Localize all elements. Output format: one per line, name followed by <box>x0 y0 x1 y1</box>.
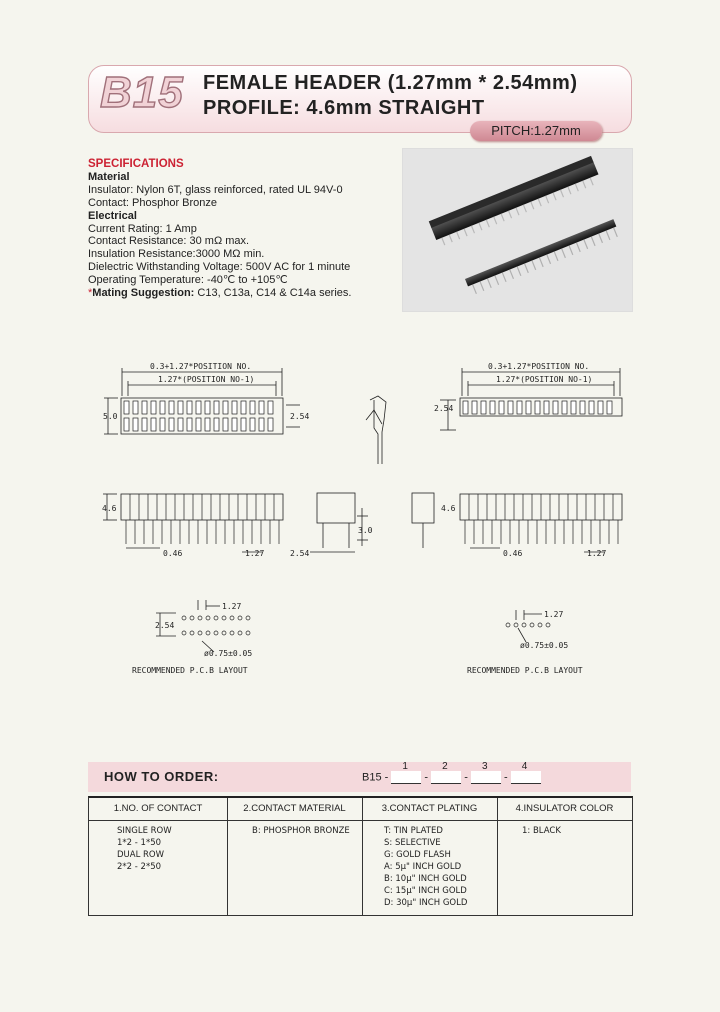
col-contact-material <box>252 825 350 837</box>
spec-current: Current Rating: 1 Amp <box>88 222 197 235</box>
pcb-pitch-left: 1.27 <box>222 602 242 611</box>
slot-2 <box>431 771 461 784</box>
slot-3 <box>471 771 501 784</box>
dim-5-0: 5.0 <box>103 412 118 421</box>
list-item: C: 15µ" INCH GOLD <box>384 886 467 896</box>
list-item: T: TIN PLATED <box>384 826 443 836</box>
dim-2-54-right: 2.54 <box>434 404 454 413</box>
dim-1-27: 1.27 <box>245 549 265 558</box>
list-item: 1: BLACK <box>522 826 561 836</box>
list-item: DUAL ROW <box>117 850 165 860</box>
order-table <box>88 796 633 916</box>
how-to-order-title: HOW TO ORDER: <box>104 769 219 784</box>
list-item: A: 5µ" INCH GOLD <box>384 862 462 872</box>
spec-insulator: Insulator: Nylon 6T, glass reinforced, rated UL 94V-0 <box>88 183 343 196</box>
slot-num-3: 3 <box>481 761 488 772</box>
product-profile: PROFILE: 4.6mm STRAIGHT <box>203 97 485 119</box>
header-contact-plating: 3.CONTACT PLATING <box>381 803 478 814</box>
dim-2-54-side: 2.54 <box>290 549 310 558</box>
dim-3-0: 3.0 <box>358 526 373 535</box>
list-item: D: 30µ" INCH GOLD <box>384 898 468 908</box>
spec-contact-resistance: Contact Resistance: 30 mΩ max. <box>88 235 250 248</box>
dim-4-6-right: 4.6 <box>441 504 456 513</box>
material-heading: Material <box>88 170 130 183</box>
dim-position-right: 0.3+1.27*POSITION NO. <box>488 362 590 371</box>
slot-num-1: 1 <box>402 761 408 772</box>
part-number-code <box>362 761 541 784</box>
dim-0-46-right: 0.46 <box>503 549 523 558</box>
product-logo: B15 <box>100 68 184 117</box>
list-item: 1*2 - 1*50 <box>117 838 162 848</box>
col-contact-plating <box>384 825 467 909</box>
spec-dielectric: Dielectric Withstanding Voltage: 500V AC for 1 minute <box>88 261 351 274</box>
sep-3: - <box>504 771 508 784</box>
slot-4 <box>511 771 541 784</box>
spec-operating-temp: Operating Temperature: -40℃ to +105℃ <box>88 274 288 287</box>
mating-star: * <box>88 287 93 300</box>
slot-num-4: 4 <box>521 761 528 772</box>
mating-value: C13, C13a, C14 & C14a series. <box>194 287 352 300</box>
col-no-of-contact <box>117 825 172 873</box>
pcb-caption-left: RECOMMENDED P.C.B LAYOUT <box>132 666 248 675</box>
dim-4-6: 4.6 <box>102 504 117 513</box>
sep-1: - <box>424 771 429 784</box>
mating-label: Mating Suggestion: <box>92 287 195 300</box>
spec-contact: Contact: Phosphor Bronze <box>88 196 218 209</box>
spec-insulation-resistance: Insulation Resistance:3000 MΩ min. <box>88 248 265 261</box>
list-item: G: GOLD FLASH <box>384 850 451 860</box>
list-item: 2*2 - 2*50 <box>117 862 162 872</box>
list-item: SINGLE ROW <box>117 826 172 836</box>
col-insulator-color <box>522 825 561 837</box>
list-item: B: PHOSPHOR BRONZE <box>252 826 350 836</box>
pcb-pitch-right: 1.27 <box>544 610 564 619</box>
pcb-caption-right: RECOMMENDED P.C.B LAYOUT <box>467 666 583 675</box>
dim-position-minus-left: 1.27*(POSITION NO-1) <box>158 375 255 384</box>
electrical-heading: Electrical <box>88 209 137 222</box>
slot-num-2: 2 <box>442 761 448 772</box>
spec-heading: SPECIFICATIONS <box>88 158 184 170</box>
slot-1 <box>391 771 421 784</box>
pcb-hole-left: ø0.75±0.05 <box>204 649 253 658</box>
dim-1-27-right: 1.27 <box>587 549 607 558</box>
dim-position-minus-right: 1.27*(POSITION NO-1) <box>496 375 593 384</box>
dim-2-54: 2.54 <box>290 412 310 421</box>
list-item: S: SELECTIVE <box>384 838 441 848</box>
header-insulator-color: 4.INSULATOR COLOR <box>515 803 614 814</box>
header-no-of-contact: 1.NO. OF CONTACT <box>113 803 203 814</box>
pcb-hole-right: ø0.75±0.05 <box>520 641 569 650</box>
product-title: FEMALE HEADER (1.27mm * 2.54mm) <box>203 72 578 94</box>
header-contact-material: 2.CONTACT MATERIAL <box>243 803 346 814</box>
pitch-badge: PITCH:1.27mm <box>470 121 602 141</box>
list-item: B: 10µ" INCH GOLD <box>384 874 467 884</box>
dim-0-46: 0.46 <box>163 549 183 558</box>
pcb-row-spacing: 2.54 <box>155 621 175 630</box>
part-prefix: B15 - <box>362 771 389 784</box>
dim-position-left: 0.3+1.27*POSITION NO. <box>150 362 252 371</box>
sep-2: - <box>464 771 468 784</box>
